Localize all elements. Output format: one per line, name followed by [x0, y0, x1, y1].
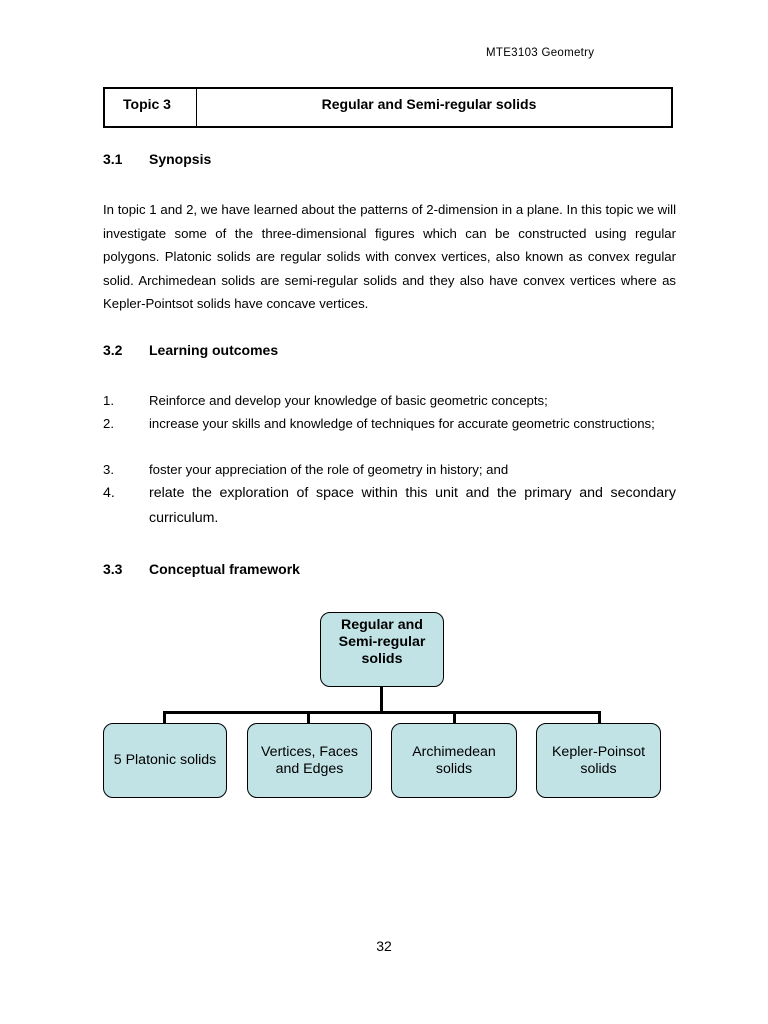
outcome-text: Reinforce and develop your knowledge of basic geometric concepts; [149, 393, 548, 408]
topic-title-box [103, 87, 673, 128]
connector-trunk [380, 686, 383, 712]
node-label-line: Archimedean [412, 743, 496, 760]
outcome-number: 3. [103, 462, 114, 477]
outcome-number: 2. [103, 416, 114, 431]
outcome-text: foster your appreciation of the role of geometry in history; and [149, 462, 509, 477]
node-label-line: 5 Platonic solids [113, 752, 217, 768]
node-label-line: solids [361, 651, 403, 667]
section-title: Synopsis [149, 151, 212, 167]
section-title: Conceptual framework [149, 561, 300, 577]
node-label-line: solids [580, 760, 617, 777]
connector-branch [598, 711, 601, 724]
outcome-text: increase your skills and knowledge of techniques for accurate geometric constructions; [149, 416, 655, 431]
outcome-text: relate the exploration of space within this unit and the primary and secondary curriculum. [149, 485, 676, 526]
section-number: 3.1 [103, 151, 123, 167]
node-archimedean-solids [391, 723, 517, 798]
outcome-number: 1. [103, 393, 114, 408]
node-platonic-solids [103, 723, 227, 798]
page-number: 32 [376, 938, 392, 954]
topic-number: Topic 3 [105, 89, 197, 126]
topic-title: Regular and Semi-regular solids [321, 96, 537, 112]
running-header: MTE3103 Geometry [486, 47, 595, 59]
synopsis-paragraph: In topic 1 and 2, we have learned about the patterns of 2-dimension in a plane. In this topic we will investigate some of the three-dimensional figures which can be constructed using regular polygons. Platonic solids are regular solids with convex vertices, also known as convex regular solid. Archimedean solids are semi-regular solids and they also have convex vertices where as Kepler-Pointsot solids have concave vertices. [103, 202, 676, 311]
node-root [320, 612, 444, 687]
section-number: 3.3 [103, 561, 123, 577]
section-title: Learning outcomes [149, 342, 279, 358]
node-label-line: Kepler-Poinsot [551, 743, 646, 760]
connector-branch [307, 711, 310, 724]
connector-bar [163, 711, 601, 714]
node-label-line: Semi-regular [338, 634, 426, 650]
node-label-line: Vertices, Faces [261, 743, 358, 760]
node-label-line: and Edges [275, 760, 344, 777]
connector-branch [453, 711, 456, 724]
section-number: 3.2 [103, 342, 123, 358]
node-label-line: solids [435, 760, 473, 777]
node-vertices-faces-edges [247, 723, 372, 798]
node-kepler-poinsot-solids [536, 723, 661, 798]
connector-branch [163, 711, 166, 724]
node-label-line: Regular and [340, 617, 423, 633]
outcome-number: 4. [103, 485, 115, 501]
